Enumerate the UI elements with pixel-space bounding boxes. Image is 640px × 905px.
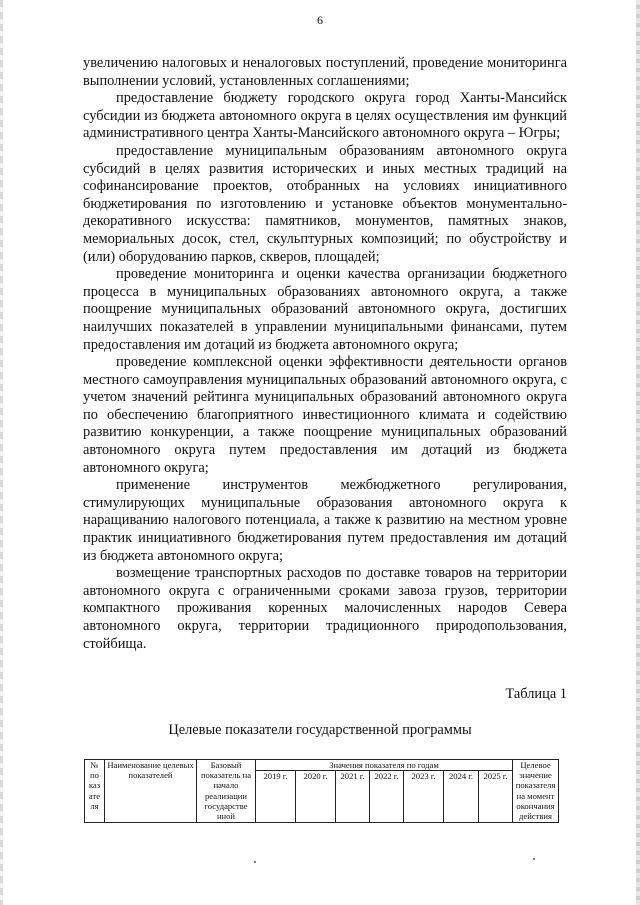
scan-dot (533, 858, 535, 860)
paragraph-1: увеличению налоговых и неналоговых поступлений, проведение мониторинга выполнении условий, установленных соглашениями; (83, 55, 567, 89)
header-num: № по каз ате ля (85, 760, 105, 823)
header-name: Наименование целевых показателей (105, 760, 197, 823)
body-text (83, 55, 567, 653)
header-year-2019: 2019 г. (256, 771, 296, 823)
scan-edge-right (636, 0, 640, 905)
header-year-2025: 2025 г. (479, 771, 513, 823)
header-row-1 (85, 760, 559, 771)
indicators-table (84, 759, 559, 823)
header-year-2024: 2024 г. (444, 771, 479, 823)
scan-edge-left (0, 0, 3, 905)
paragraph-5: проведение комплексной оценки эффективности деятельности органов местного самоуправления муниципальных образований автономного округа, с учетом значений рейтинга муниципальных образований автономного округа по обеспечению благоприятного инвестиционного климата и содействию развитию конкуренции, а также поощрение муниципальных образований автономного округа путем предоставления им дотаций из бюджета автономного округа; (83, 354, 567, 476)
paragraph-6: применение инструментов межбюджетного регулирования, стимулирующих муниципальные образования автономного округа к наращиванию налогового потенциала, а также к развитию на местном уровне практик инициативного бюджетирования путем предоставления им дотаций из бюджета автономного округа; (83, 477, 567, 564)
header-year-2022: 2022 г. (370, 771, 404, 823)
paragraph-4: проведение мониторинга и оценки качества организации бюджетного процесса в муниципальных образованиях автономного округа, а также поощрение муниципальных образований автономного округа, достигших наилучших показателей в управлении муниципальными финансами, путем предоставления им дотаций из бюджета автономного округа; (83, 266, 567, 353)
header-target: Целевое значение показателя на момент окончания действия (513, 760, 559, 823)
paragraph-2: предоставление бюджету городского округа город Ханты-Мансийск субсидии из бюджета автономного округа в целях осуществления им функций административного центра Ханты-Мансийского автономного округа – Югры; (83, 90, 567, 142)
paragraph-3: предоставление муниципальным образованиям автономного округа субсидий в целях развития исторических и иных местных традиций на софинансирование проектов, отобранных на условиях инициативного бюджетирования по изготовлению и установке объектов монументально-декоративного искусства: памятников, монументов, памятных знаков, мемориальных досок, стел, скульптурных композиций; по обустройству и (или) оборудованию парков, скверов, площадей; (83, 142, 567, 265)
paragraph-7: возмещение транспортных расходов по доставке товаров на территории автономного округа с ограниченными сроками завоза грузов, территории компактного проживания коренных малочисленных народов Севера автономного округа, территории традиционного природопользования, стойбища. (83, 565, 567, 652)
header-values-group: Значения показателя по годам (256, 760, 513, 771)
table-label: Таблица 1 (505, 686, 567, 702)
header-year-2021: 2021 г. (336, 771, 370, 823)
page-number: 6 (317, 13, 323, 27)
header-year-2023: 2023 г. (404, 771, 444, 823)
header-base: Базовый показатель на начало реализации государстве нной (197, 760, 256, 823)
scan-dot (254, 861, 256, 863)
header-year-2020: 2020 г. (296, 771, 336, 823)
table-title: Целевые показатели государственной программы (168, 722, 472, 738)
